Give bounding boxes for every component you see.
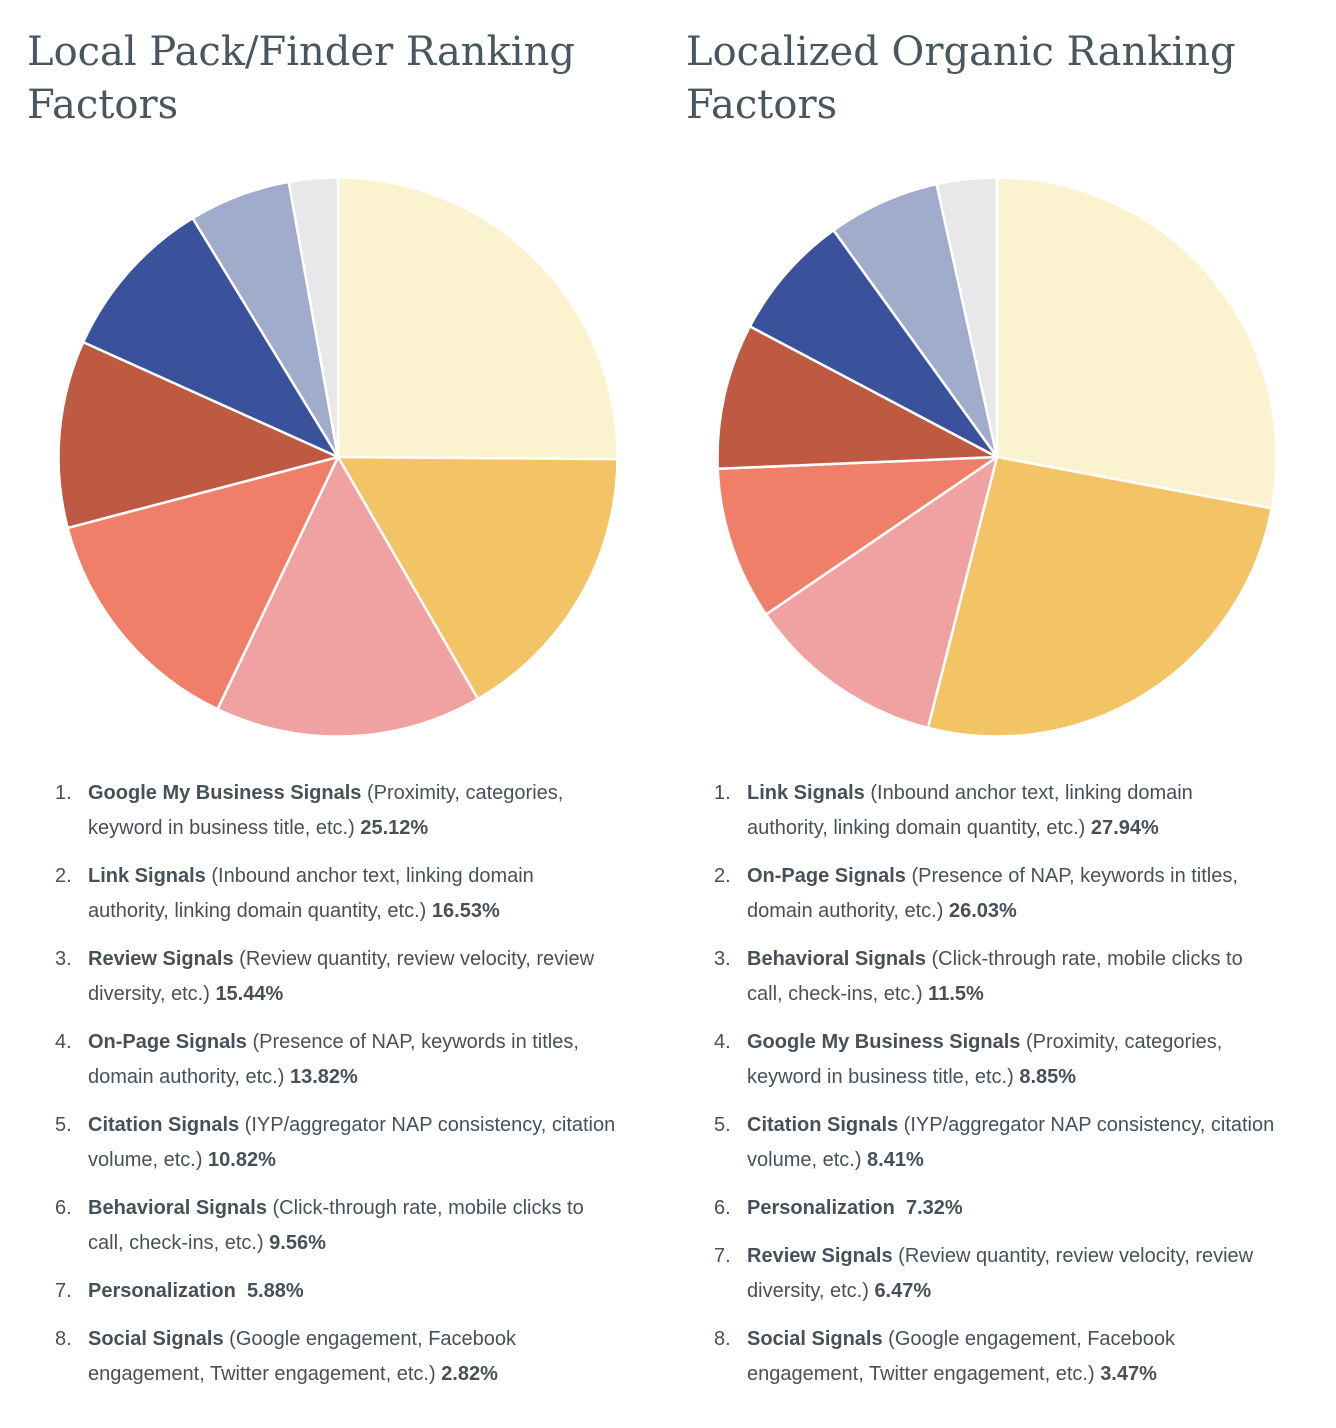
- factor-name: On-Page Signals: [747, 865, 906, 887]
- factor-item-google-my-business-signals: [55, 776, 617, 846]
- factor-percentage: 5.88%: [246, 1280, 304, 1302]
- factor-item-personalization: [55, 1274, 617, 1309]
- pie-svg-local-pack: [57, 176, 619, 738]
- factor-percentage: 8.85%: [1019, 1066, 1077, 1088]
- chart-title-local-pack: Local Pack/Finder Ranking Factors: [27, 29, 575, 128]
- factor-item-number: 6.: [714, 1197, 731, 1219]
- factor-name: Link Signals: [88, 865, 206, 887]
- factor-item-number: 8.: [55, 1328, 72, 1350]
- factor-name: On-Page Signals: [88, 1031, 247, 1053]
- factor-item-number: 4.: [714, 1031, 731, 1053]
- factor-item-number: 3.: [55, 948, 72, 970]
- factor-percentage: 15.44%: [215, 983, 284, 1005]
- factor-name: Google My Business Signals: [88, 782, 362, 804]
- factor-description: (Review quantity, review velocity, review diversity, etc.): [747, 1245, 1254, 1302]
- factor-name: Citation Signals: [88, 1114, 240, 1136]
- factor-percentage: 25.12%: [360, 817, 429, 839]
- factor-name: Google My Business Signals: [747, 1031, 1021, 1053]
- localized-organic-panel: [686, 26, 1307, 1405]
- factor-name: Personalization: [747, 1197, 895, 1219]
- factor-description: (Inbound anchor text, linking domain authority, linking domain quantity, etc.): [747, 782, 1193, 839]
- factor-item-social-signals: [55, 1322, 617, 1392]
- factor-percentage: 13.82%: [289, 1066, 358, 1088]
- factor-name: Behavioral Signals: [88, 1197, 267, 1219]
- factor-percentage: 26.03%: [948, 900, 1017, 922]
- factor-item-number: 5.: [714, 1114, 731, 1136]
- factor-item-google-my-business-signals: [714, 1025, 1276, 1095]
- factor-list-localized-organic: [714, 776, 1307, 1392]
- factor-item-review-signals: [714, 1239, 1276, 1309]
- factor-percentage: 9.56%: [269, 1232, 326, 1254]
- factor-name: Behavioral Signals: [747, 948, 926, 970]
- factor-name: Link Signals: [747, 782, 865, 804]
- factor-description: (Inbound anchor text, linking domain authority, linking domain quantity, etc.): [88, 865, 534, 922]
- factor-percentage: 10.82%: [208, 1149, 276, 1171]
- factor-percentage: 2.82%: [441, 1363, 498, 1385]
- factor-item-number: 6.: [55, 1197, 72, 1219]
- factor-description: (Presence of NAP, keywords in titles, domain authority, etc.): [747, 865, 1238, 922]
- factor-description: (IYP/aggregator NAP consistency, citation volume, etc.): [747, 1114, 1275, 1171]
- pie-chart-localized-organic: [716, 176, 1278, 738]
- factor-description: (Click-through rate, mobile clicks to call, check-ins, etc.): [88, 1197, 584, 1254]
- factor-percentage: 27.94%: [1090, 817, 1159, 839]
- factor-percentage: 16.53%: [431, 900, 500, 922]
- factor-item-number: 8.: [714, 1328, 731, 1350]
- local-pack-finder-panel: [27, 26, 648, 1405]
- pie-svg-localized-organic: [716, 176, 1278, 738]
- factor-item-number: 5.: [55, 1114, 72, 1136]
- factor-item-on-page-signals: [55, 1025, 617, 1095]
- factor-item-link-signals: [55, 859, 617, 929]
- factor-percentage: 8.41%: [867, 1149, 924, 1171]
- factor-description: (IYP/aggregator NAP consistency, citation volume, etc.): [88, 1114, 616, 1171]
- factor-item-behavioral-signals: [714, 942, 1276, 1012]
- factor-name: Review Signals: [88, 948, 234, 970]
- factor-name: Social Signals: [747, 1328, 883, 1350]
- factor-percentage: 7.32%: [905, 1197, 963, 1219]
- factor-name: Citation Signals: [747, 1114, 899, 1136]
- pie-chart-local-pack: [57, 176, 619, 738]
- factor-item-behavioral-signals: [55, 1191, 617, 1261]
- factor-description: (Proximity, categories, keyword in business title, etc.): [747, 1031, 1223, 1088]
- factor-item-number: 7.: [714, 1245, 731, 1267]
- factor-description: [895, 1197, 906, 1219]
- factor-description: [236, 1280, 247, 1302]
- factor-percentage: 3.47%: [1100, 1363, 1157, 1385]
- factor-list-local-pack: [55, 776, 648, 1392]
- factor-item-number: 3.: [714, 948, 731, 970]
- factor-name: Social Signals: [88, 1328, 224, 1350]
- factor-item-on-page-signals: [714, 859, 1276, 929]
- factor-item-number: 1.: [55, 782, 72, 804]
- factor-item-number: 4.: [55, 1031, 72, 1053]
- factor-description: (Presence of NAP, keywords in titles, domain authority, etc.): [88, 1031, 579, 1088]
- factor-description: (Proximity, categories, keyword in business title, etc.): [88, 782, 564, 839]
- factor-item-citation-signals: [714, 1108, 1276, 1178]
- factor-percentage: 11.5%: [928, 983, 984, 1005]
- factor-name: Personalization: [88, 1280, 236, 1302]
- factor-item-personalization: [714, 1191, 1276, 1226]
- factor-name: Review Signals: [747, 1245, 893, 1267]
- chart-title-localized-organic: Localized Organic Ranking Factors: [686, 29, 1236, 128]
- factor-item-citation-signals: [55, 1108, 617, 1178]
- factor-item-social-signals: [714, 1322, 1276, 1392]
- factor-item-number: 7.: [55, 1280, 72, 1302]
- factor-description: (Click-through rate, mobile clicks to call, check-ins, etc.): [747, 948, 1243, 1005]
- factor-percentage: 6.47%: [874, 1280, 932, 1302]
- factor-item-review-signals: [55, 942, 617, 1012]
- factor-description: (Google engagement, Facebook engagement, Twitter engagement, etc.): [88, 1328, 517, 1385]
- pie-slice-link-signals: [997, 178, 1277, 509]
- factor-item-number: 2.: [714, 865, 731, 887]
- factor-item-number: 2.: [55, 865, 72, 887]
- factor-description: (Google engagement, Facebook engagement, Twitter engagement, etc.): [747, 1328, 1176, 1385]
- factor-item-number: 1.: [714, 782, 731, 804]
- pie-slice-google-my-business-signals: [338, 178, 617, 460]
- factor-description: (Review quantity, review velocity, review diversity, etc.): [88, 948, 595, 1005]
- factor-item-link-signals: [714, 776, 1276, 846]
